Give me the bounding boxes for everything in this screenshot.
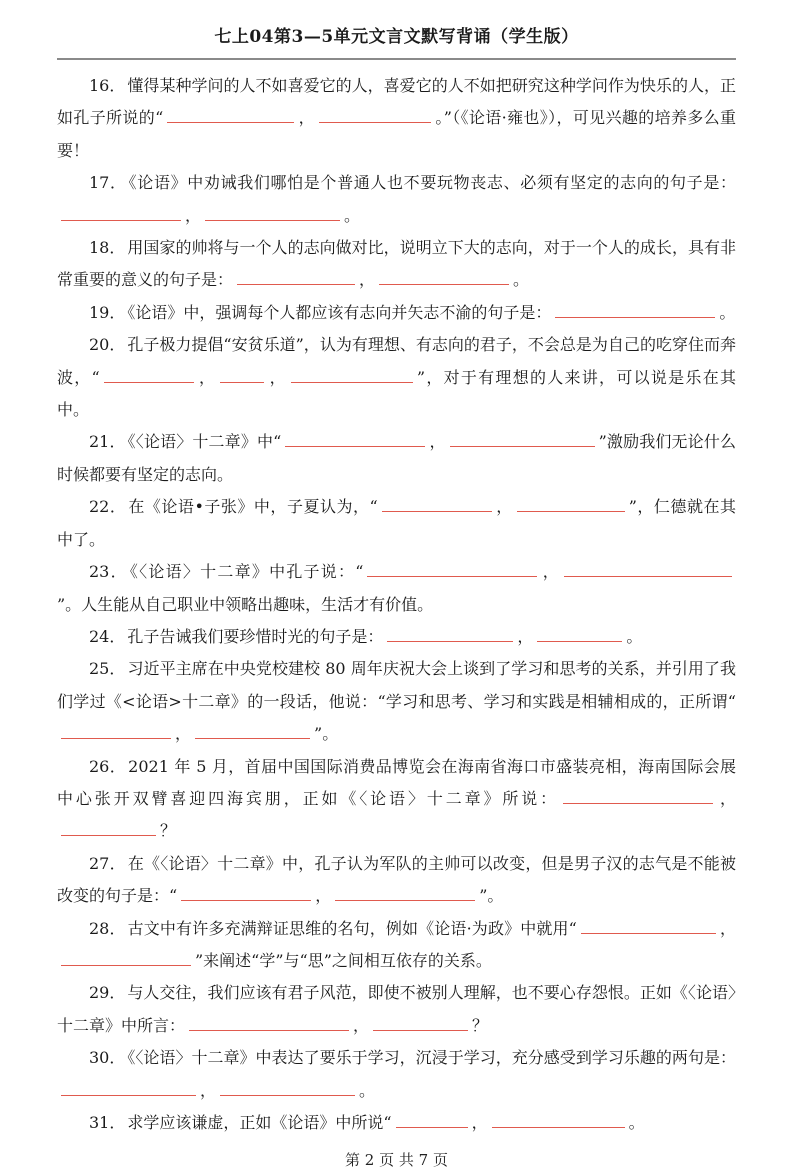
question-text: 用国家的帅将与一个人的志向做对比，说明立下大的志向，对于一个人的成长，具有非常重要的意义的句子是：	[57, 238, 736, 290]
question-number: 21．	[89, 432, 126, 452]
page-number: 第 2 页 共 7 页	[345, 1151, 448, 1170]
answer-blank	[387, 628, 513, 642]
question-number: 20．	[89, 335, 126, 355]
question-text: ？	[160, 821, 177, 841]
question-text: 。”（《论语·雍也》），可见兴趣的培养多么重要！	[57, 108, 736, 160]
answer-blank	[382, 498, 492, 512]
question-text: 《〈论语〉十二章》中“	[127, 432, 282, 452]
answer-blank	[61, 1082, 196, 1096]
question-text: ，	[315, 886, 332, 906]
answer-blank	[285, 433, 425, 447]
question-number: 25．	[89, 659, 126, 679]
question-text: 。	[628, 1113, 645, 1132]
page-title: 七上04第3—5单元文言文默写背诵（学生版）	[214, 27, 579, 47]
answer-blank	[205, 207, 340, 221]
answer-blank	[517, 498, 625, 512]
answer-blank	[319, 109, 431, 123]
question-text: ，	[471, 1113, 488, 1132]
answer-blank	[555, 304, 715, 318]
question-text: 《〈论语〉十二章》中孔子说：“	[129, 562, 364, 582]
question-text: 。	[719, 302, 736, 322]
question-number: 26．	[89, 756, 127, 776]
question-text: 2021 年 5 月，首届中国国际消费品博览会在海南省海口市盛装亮相，海南国际会展中心张开双臂喜迎四海宾朋，正如《〈论语〉十二章》所说：	[57, 756, 736, 808]
question-item	[57, 1042, 736, 1107]
answer-blank	[367, 563, 537, 577]
document-header	[57, 22, 736, 60]
question-text: ，	[298, 108, 315, 128]
question-text: 。	[513, 270, 530, 290]
question-text: ”。	[479, 886, 504, 906]
question-number: 22．	[89, 497, 127, 517]
question-text: ”。	[314, 724, 339, 744]
question-text: 孔子告诫我们要珍惜时光的句子是：	[127, 626, 384, 646]
answer-blank	[396, 1114, 468, 1128]
question-text: 与人交往，我们应该有君子风范，即使不被别人理解，也不要心存怨恨。正如《〈论语〉十二章》中所言：	[57, 983, 736, 1035]
question-text: 。	[344, 205, 361, 225]
question-number: 29．	[89, 983, 126, 1003]
answer-blank	[373, 1017, 468, 1031]
answer-blank	[537, 628, 622, 642]
question-number: 24．	[89, 626, 126, 646]
question-text: 懂得某种学问的人不如喜爱它的人，喜爱它的人不如把研究这种学问作为快乐的人，正如孔子所说的“	[57, 76, 736, 128]
question-number: 17．	[89, 173, 127, 193]
question-item	[57, 848, 736, 913]
question-item	[57, 556, 736, 621]
question-number: 27．	[89, 853, 126, 873]
question-number: 16．	[89, 76, 126, 95]
question-item	[57, 426, 736, 491]
question-text: ，	[541, 562, 560, 582]
answer-blank	[61, 725, 171, 739]
answer-blank	[237, 271, 355, 285]
question-text: ，	[495, 497, 513, 517]
question-number: 28．	[89, 918, 126, 938]
questions	[57, 70, 736, 1139]
question-text: ，	[359, 270, 376, 290]
question-text: 在《论语•子张》中，子夏认为，“	[128, 497, 378, 517]
question-text: ，	[200, 1080, 217, 1100]
answer-blank	[335, 887, 475, 901]
answer-blank	[564, 563, 732, 577]
question-item	[57, 329, 736, 426]
answer-blank	[581, 920, 716, 934]
question-text: 在《〈论语〉十二章》中，孔子认为军队的主帅可以改变，但是男子汉的志气是不能被改变的句子是：“	[57, 853, 736, 906]
answer-blank	[167, 109, 294, 123]
answer-blank	[61, 207, 181, 221]
answer-blank	[195, 725, 310, 739]
page-footer	[57, 1149, 736, 1170]
question-text: ，	[353, 1015, 370, 1035]
question-text: 习近平主席在中央党校建校 80 周年庆祝大会上谈到了学习和思考的关系，并引用了我们学过《<论语>十二章》的一段话，他说：“学习和思考、学习和实践是相辅相成的，正所谓“	[57, 659, 736, 711]
answer-blank	[61, 822, 156, 836]
answer-blank	[291, 369, 413, 383]
question-text: 。	[359, 1080, 376, 1100]
question-text: ，	[517, 626, 534, 646]
question-item	[57, 653, 736, 750]
question-item	[57, 232, 736, 297]
question-item	[57, 491, 736, 556]
answer-blank	[492, 1114, 625, 1128]
question-text: ，	[268, 367, 287, 387]
question-text: 《〈论语〉十二章》中表达了要乐于学习，沉浸于学习，充分感受到学习乐趣的两句是：	[127, 1048, 736, 1068]
question-number: 30．	[89, 1048, 126, 1068]
question-text: ，	[175, 724, 192, 744]
question-text: ，	[197, 367, 217, 387]
question-text: ”，对于有理想的人来讲，可以说是乐在其中。	[57, 367, 736, 420]
question-text: ？	[472, 1015, 489, 1035]
question-text: ”，仁德就在其中了。	[57, 497, 736, 549]
question-text: ”。人生能从自己职业中领略出趣味，生活才有价值。	[57, 594, 434, 614]
question-item	[57, 167, 736, 232]
question-text: 《论语》中劝诫我们哪怕是个普通人也不要玩物丧志、必须有坚定的志向的句子是：	[128, 173, 736, 193]
answer-blank	[379, 271, 509, 285]
question-text: ”激励我们无论什么时候都要有坚定的志向。	[57, 432, 736, 484]
question-text: ，	[429, 432, 446, 452]
question-item	[57, 913, 736, 978]
question-item	[57, 70, 736, 167]
answer-blank	[181, 887, 311, 901]
answer-blank	[61, 952, 191, 966]
question-text: 《论语》中，强调每个人都应该有志向并矢志不渝的句子是：	[127, 302, 552, 322]
question-text: 古文中有许多充满辩证思维的名句，例如《论语·为政》中就用“	[127, 918, 577, 938]
question-number: 18．	[89, 238, 126, 258]
answer-blank	[563, 790, 713, 804]
header-divider	[57, 58, 736, 60]
question-text: ，	[719, 918, 736, 938]
answer-blank	[450, 433, 595, 447]
question-item	[57, 621, 736, 653]
question-text: 孔子极力提倡“安贫乐道”，认为有理想、有志向的君子，不会总是为自己的吃穿住而奔波，“	[57, 335, 736, 387]
question-text: ”来阐述“学”与“思”之间相互依存的关系。	[195, 950, 492, 970]
question-text: ，	[717, 788, 736, 808]
question-item	[57, 751, 736, 848]
question-number: 31．	[89, 1113, 126, 1132]
question-text: 求学应该谦虚，正如《论语》中所说“	[127, 1113, 392, 1132]
answer-blank	[220, 1082, 355, 1096]
question-number: 19．	[89, 302, 126, 322]
answer-blank	[220, 369, 264, 383]
question-item	[57, 977, 736, 1042]
question-text: ，	[185, 205, 202, 225]
answer-blank	[189, 1017, 349, 1031]
question-text: 。	[626, 626, 643, 646]
question-item	[57, 1107, 736, 1139]
question-number: 23．	[89, 562, 128, 582]
answer-blank	[104, 369, 194, 383]
question-item	[57, 297, 736, 329]
